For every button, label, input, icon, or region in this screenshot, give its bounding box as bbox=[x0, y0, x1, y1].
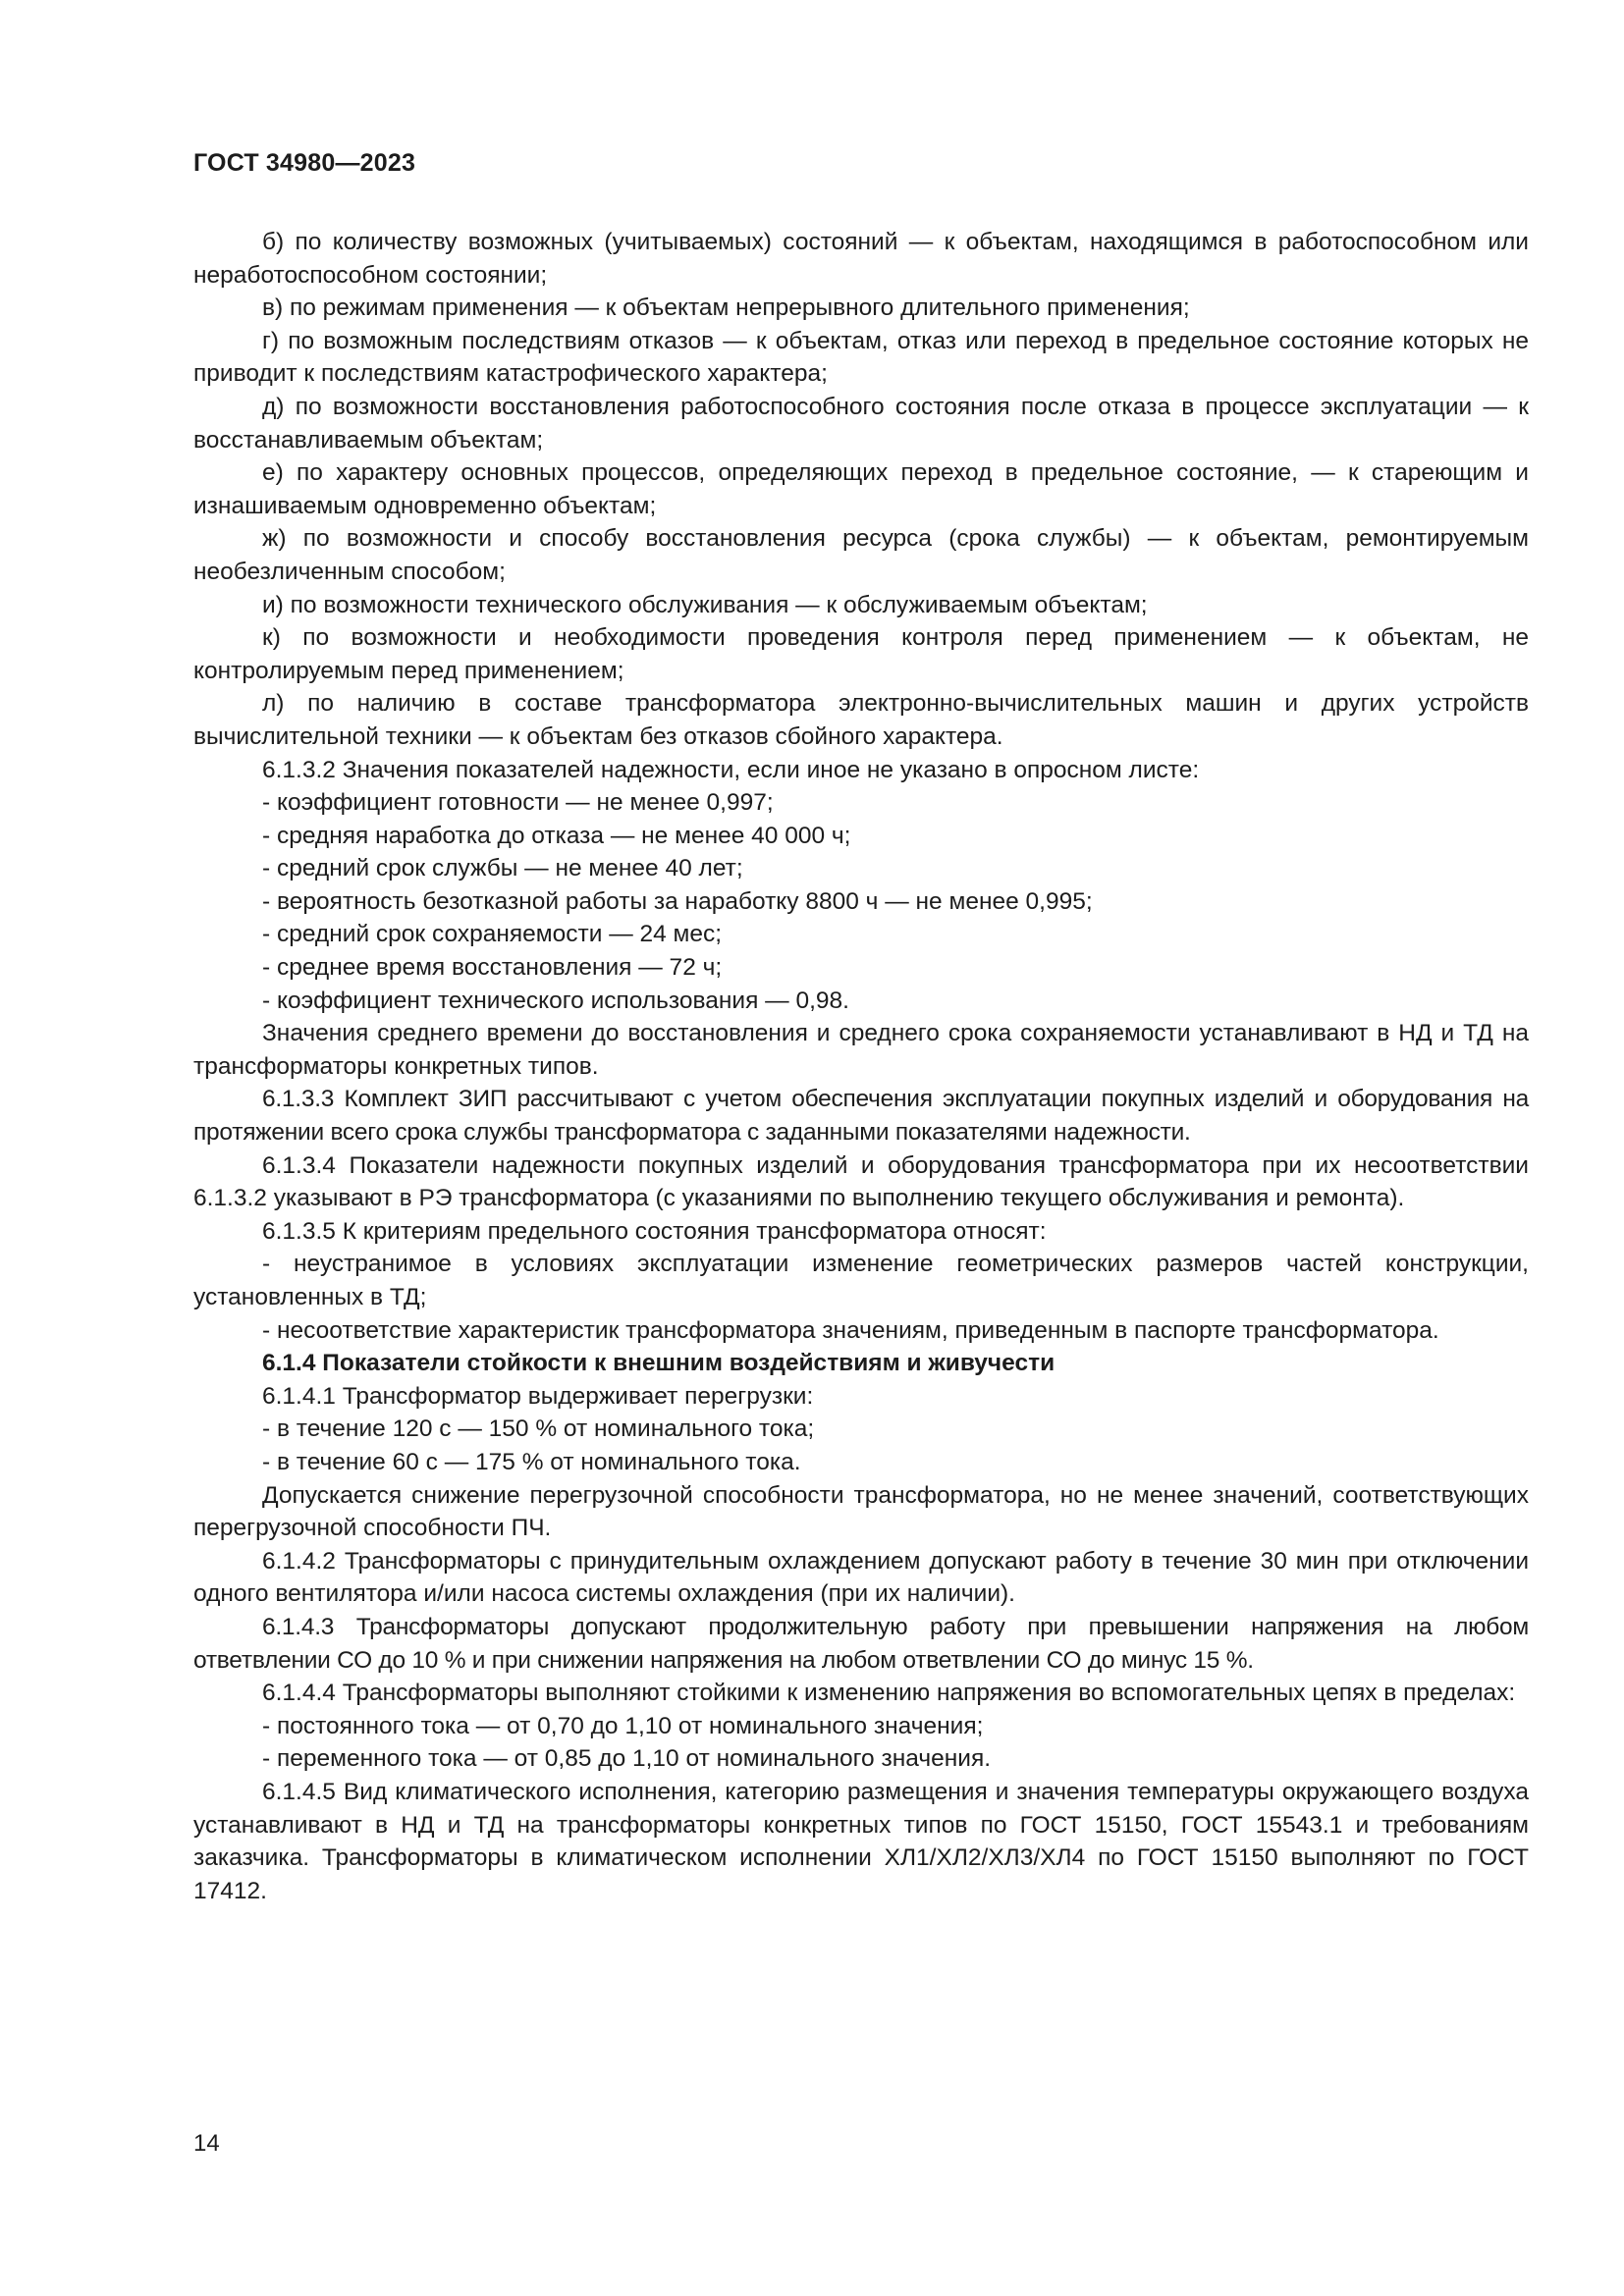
paragraph: к) по возможности и необходимости проведения контроля перед применением — к объектам, не контролируемым перед применением; bbox=[193, 624, 1529, 684]
paragraph: 6.1.3.3 Комплект ЗИП рассчитывают с учетом обеспечения эксплуатации покупных изделий и оборудования на протяжении всего срока службы трансформатора с заданными показателями надежности. bbox=[193, 1086, 1529, 1147]
list-item: - переменного тока — от 0,85 до 1,10 от номинального значения. bbox=[262, 1745, 992, 1773]
page-number: 14 bbox=[193, 2130, 220, 2157]
paragraph: в) по режимам применения — к объектам непрерывного длительного применения; bbox=[262, 294, 1190, 322]
paragraph: - неустранимое в условиях эксплуатации изменение геометрических размеров частей конструкции, установленных в ТД; bbox=[193, 1251, 1529, 1310]
paragraph: г) по возможным последствиям отказов — к объектам, отказ или переход в предельное состояние которых не приводит к последствиям катастрофического характера; bbox=[193, 327, 1529, 388]
list-item: - коэффициент технического использования — 0,98. bbox=[262, 987, 849, 1014]
paragraph: 6.1.4.5 Вид климатического исполнения, категорию размещения и значения температуры окружающего воздуха устанавливают в НД и ТД на трансформаторы конкретных типов по ГОСТ 15150, ГОСТ 15543.1 и требованиям заказчика. Трансформаторы в климатическом исполнении ХЛ1/ХЛ2/ХЛ3/ХЛ4 по ГОСТ 15150 выполняют по ГОСТ 17412. bbox=[193, 1778, 1529, 1904]
list-item: - постоянного тока — от 0,70 до 1,10 от номинального значения; bbox=[262, 1712, 984, 1739]
paragraph: и) по возможности технического обслуживания — к обслуживаемым объектам; bbox=[262, 591, 1148, 618]
paragraph: д) по возможности восстановления работоспособного состояния после отказа в процессе эксплуатации — к восстанавливаемым объектам; bbox=[193, 393, 1529, 454]
paragraph: 6.1.3.5 К критериям предельного состояния трансформатора относят: bbox=[262, 1217, 1047, 1245]
paragraph: 6.1.4.3 Трансформаторы допускают продолжительную работу при превышении напряжения на любом ответвлении СО до 10 % и при снижении напряжения на любом ответвлении СО до минус 15 %. bbox=[193, 1613, 1529, 1674]
document-header: ГОСТ 34980—2023 bbox=[193, 149, 416, 177]
paragraph: 6.1.3.4 Показатели надежности покупных изделий и оборудования трансформатора при их несоответствии 6.1.3.2 указывают в РЭ трансформатора (с указаниями по выполнению текущего обслуживания и ремонта). bbox=[193, 1151, 1529, 1212]
paragraph: ж) по возможности и способу восстановления ресурса (срока службы) — к объектам, ремонтируемым необезличенным способом; bbox=[193, 525, 1529, 585]
paragraph: Допускается снижение перегрузочной способности трансформатора, но не менее значений, соответствующих перегрузочной способности ПЧ. bbox=[193, 1481, 1529, 1542]
paragraph: 6.1.4.4 Трансформаторы выполняют стойкими к изменению напряжения во вспомогательных цепях в пределах: bbox=[262, 1680, 1516, 1707]
paragraph: 6.1.4 Показатели стойкости к внешним воздействиям и живучести bbox=[262, 1350, 1056, 1377]
list-item: - вероятность безотказной работы за наработку 8800 ч — не менее 0,995; bbox=[262, 887, 1093, 915]
paragraph: Значения среднего времени до восстановления и среднего срока сохраняемости устанавливают в НД и ТД на трансформаторы конкретных типов. bbox=[193, 1020, 1529, 1080]
paragraph: - несоответствие характеристик трансформатора значениям, приведенным в паспорте трансформатора. bbox=[262, 1316, 1439, 1344]
list-item: - среднее время восстановления — 72 ч; bbox=[262, 954, 723, 982]
list-item: - средний срок службы — не менее 40 лет; bbox=[262, 855, 743, 882]
list-item: - в течение 60 с — 175 % от номинального тока. bbox=[262, 1448, 801, 1475]
paragraph: 6.1.4.1 Трансформатор выдерживает перегрузки: bbox=[262, 1382, 814, 1410]
list-item: - коэффициент готовности — не менее 0,997; bbox=[262, 789, 774, 817]
list-item: - средняя наработка до отказа — не менее 40 000 ч; bbox=[262, 822, 851, 849]
paragraph: 6.1.3.2 Значения показателей надежности, если иное не указано в опросном листе: bbox=[262, 756, 1200, 783]
document-body bbox=[193, 226, 1529, 1907]
paragraph: е) по характеру основных процессов, определяющих переход в предельное состояние, — к стареющим и изнашиваемым одновременно объектам; bbox=[193, 459, 1529, 519]
paragraph: 6.1.4.2 Трансформаторы с принудительным охлаждением допускают работу в течение 30 мин при отключении одного вентилятора и/или насоса системы охлаждения (при их наличии). bbox=[193, 1547, 1529, 1608]
list-item: - в течение 120 с — 150 % от номинального тока; bbox=[262, 1415, 815, 1443]
paragraph: л) по наличию в составе трансформатора электронно-вычислительных машин и других устройств вычислительной техники — к объектам без отказов сбойного характера. bbox=[193, 690, 1529, 750]
paragraph: б) по количеству возможных (учитываемых) состояний — к объектам, находящимся в работоспособном или неработоспособном состоянии; bbox=[193, 229, 1529, 289]
list-item: - средний срок сохраняемости — 24 мес; bbox=[262, 921, 723, 948]
